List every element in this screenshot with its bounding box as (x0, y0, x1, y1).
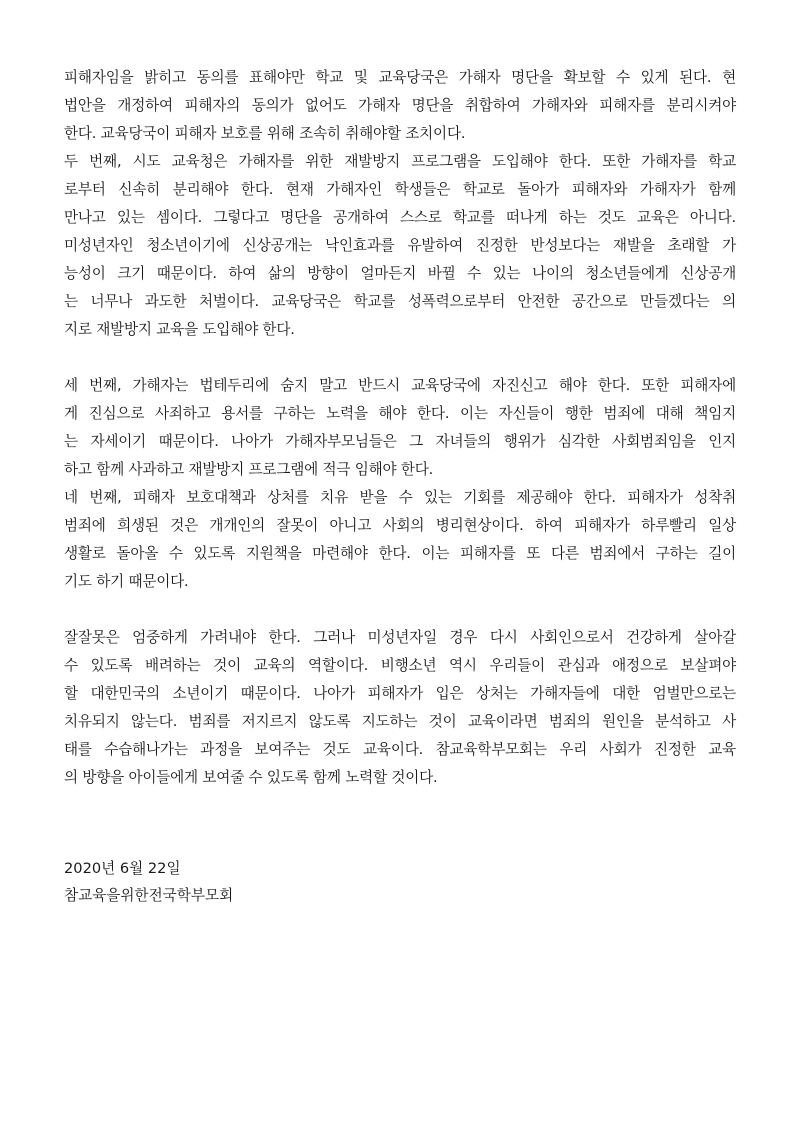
text-line: 미성년자인 청소년이기에 신상공개는 낙인효과를 유발하여 진정한 반성보다는 재발을 초래할 가 (64, 237, 736, 254)
signature-block (64, 855, 233, 909)
text-line: 수 있도록 배려하는 것이 교육의 역할이다. 비행소년 역시 우리들이 관심과 애정으로 보살펴야 (64, 657, 736, 674)
text-line: 게 진심으로 사죄하고 용서를 구하는 노력을 해야 한다. 이는 자신들이 행한 범죄에 대해 책임지 (64, 405, 736, 422)
text-line: 능성이 크기 때문이다. 하여 삶의 방향이 얼마든지 바뀔 수 있는 나이의 청소년들에게 신상공개 (64, 265, 736, 282)
paragraph-gap (64, 344, 736, 372)
text-line: 할 대한민국의 소년이기 때문이다. 나아가 피해자가 입은 상처는 가해자들에 대한 엄벌만으로는 (64, 685, 736, 702)
text-line: 태를 수습해나가는 과정을 보여주는 것도 교육이다. 참교육학부모회는 우리 사회가 진정한 교육 (64, 741, 736, 758)
text-line: 법안을 개정하여 피해자의 동의가 없어도 가해자 명단을 취합하여 가해자와 피해자를 분리시켜야 (64, 97, 736, 114)
text-line: 치유되지 않는다. 범죄를 저지르지 않도록 지도하는 것이 교육이라면 범죄의 원인을 분석하고 사 (64, 713, 736, 730)
paragraph-5 (64, 624, 736, 792)
text-line: 세 번째, 가해자는 법테두리에 숨지 말고 반드시 교육당국에 자진신고 해야 한다. 또한 피해자에 (64, 377, 736, 394)
text-line: 범죄에 희생된 것은 개개인의 잘못이 아니고 사회의 병리현상이다. 하여 피해자가 하루빨리 일상 (64, 517, 736, 534)
signature-date: 2020년 6월 22일 (64, 860, 181, 877)
text-line: 는 자세이기 때문이다. 나아가 가해자부모님들은 그 자녀들의 행위가 심각한 사회범죄임을 인지 (64, 433, 736, 450)
paragraph-2 (64, 148, 736, 344)
signature-organization: 참교육을위한전국학부모회 (64, 887, 234, 904)
text-line: 피해자임을 밝히고 동의를 표해야만 학교 및 교육당국은 가해자 명단을 확보할 수 있게 된다. 현 (64, 69, 736, 86)
text-line: 생활로 돌아올 수 있도록 지원책을 마련해야 한다. 이는 피해자를 또 다른 범죄에서 구하는 길이 (64, 545, 736, 562)
text-line: 만나고 있는 셈이다. 그렇다고 명단을 공개하여 스스로 학교를 떠나게 하는 것도 교육은 아니다. (64, 209, 736, 226)
text-line: 지로 재발방지 교육을 도입해야 한다. (64, 321, 295, 338)
text-line: 두 번째, 시도 교육청은 가해자를 위한 재발방지 프로그램을 도입해야 한다. 또한 가해자를 학교 (64, 153, 736, 170)
paragraph-1 (64, 64, 736, 148)
text-line: 의 방향을 아이들에게 보여줄 수 있도록 함께 노력할 것이다. (64, 769, 438, 786)
text-line: 잘잘못은 엄중하게 가려내야 한다. 그러나 미성년자일 경우 다시 사회인으로서 건강하게 살아갈 (64, 629, 736, 646)
text-line: 는 너무나 과도한 처벌이다. 교육당국은 학교를 성폭력으로부터 안전한 공간으로 만들겠다는 의 (64, 293, 736, 310)
text-line: 네 번째, 피해자 보호대책과 상처를 치유 받을 수 있는 기회를 제공해야 한다. 피해자가 성착취 (64, 489, 736, 506)
text-line: 한다. 교육당국이 피해자 보호를 위해 조속히 취해야할 조치이다. (64, 125, 466, 142)
text-line: 로부터 신속히 분리해야 한다. 현재 가해자인 학생들은 학교로 돌아가 피해자와 가해자가 함께 (64, 181, 736, 198)
text-line: 기도 하기 때문이다. (64, 573, 189, 590)
document-body (64, 64, 736, 792)
paragraph-3 (64, 372, 736, 484)
text-line: 하고 함께 사과하고 재발방지 프로그램에 적극 임해야 한다. (64, 461, 434, 478)
paragraph-gap (64, 596, 736, 624)
paragraph-4 (64, 484, 736, 596)
